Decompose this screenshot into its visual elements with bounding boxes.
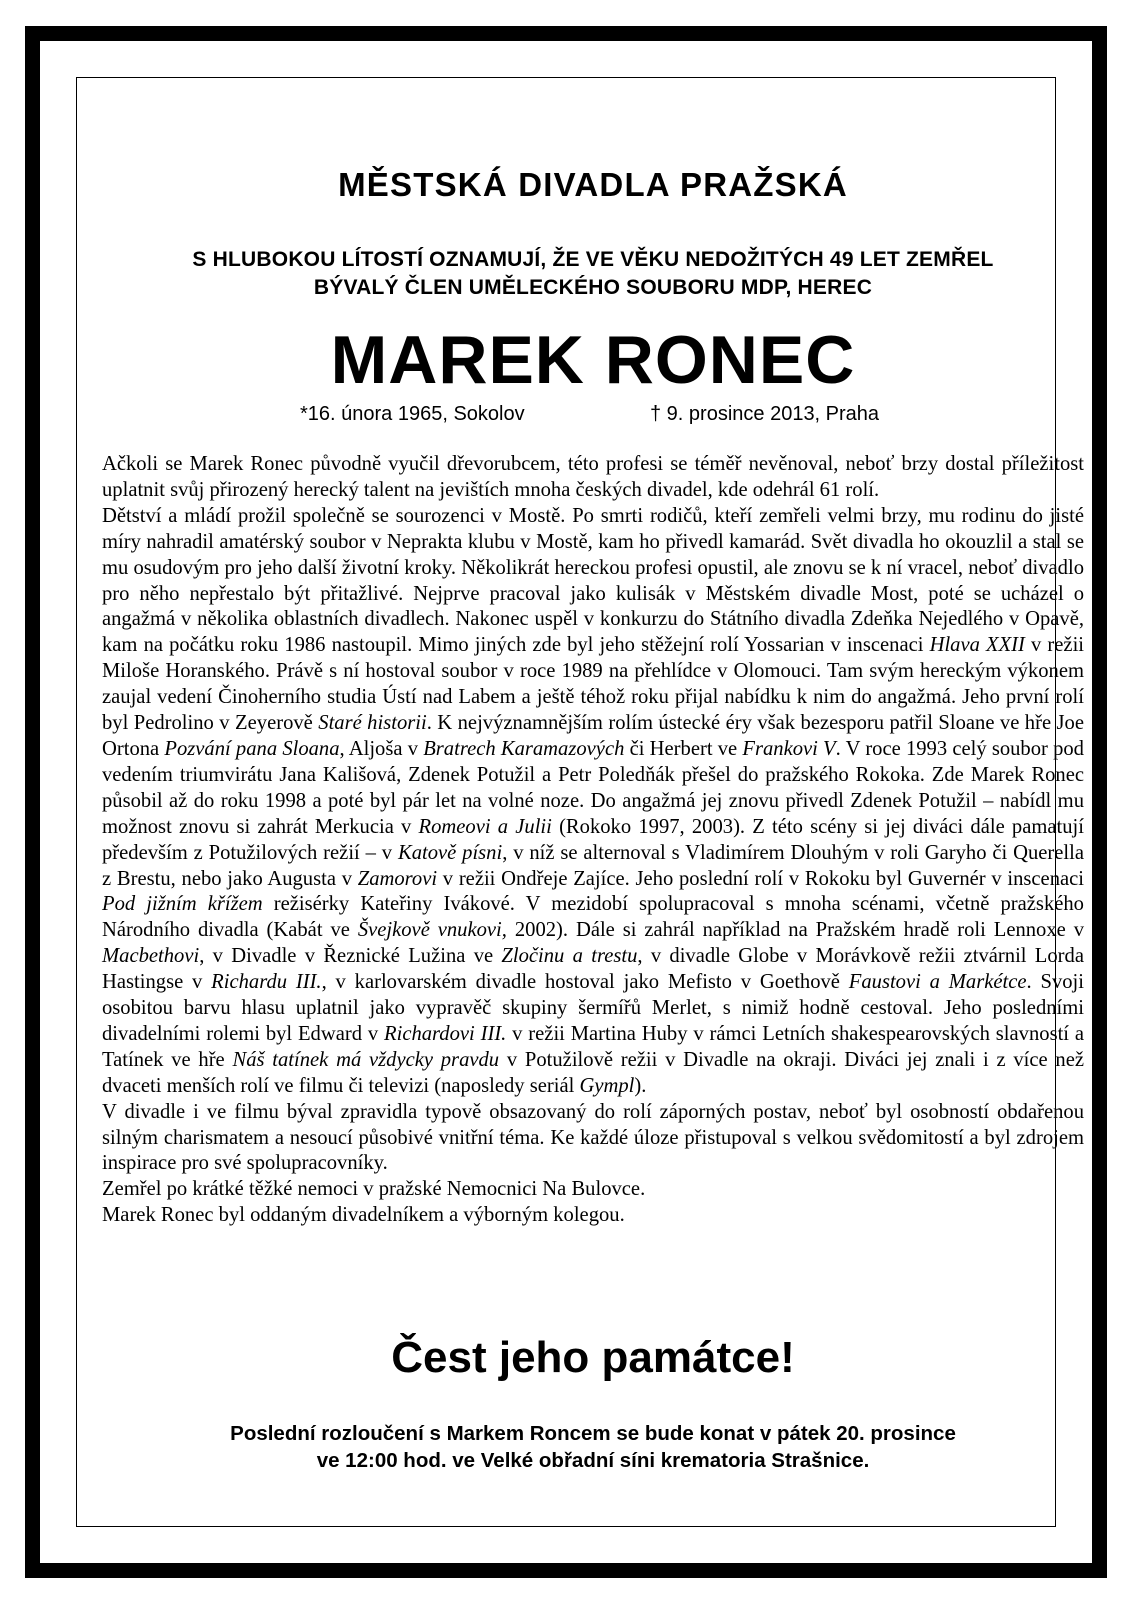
work-title: Faustovi a Markétce (848, 971, 1027, 994)
work-title: Náš tatínek má vždycky pravdu (232, 1048, 500, 1071)
work-title: Hlava XXII (929, 634, 1025, 657)
biography (102, 452, 1084, 1229)
bio-text: v režii Martina Huby v rámci Letních shakespearovských slavností a Tatínek ve hře (102, 1022, 1085, 1071)
bio-text: . V roce 1993 celý soubor pod vedením triumvirátu Jana Kališová, Zdenek Potužil a Petr Poledňák přešel do pražského Rokoka. Zde Marek Ronec působil až do roku 1998 a poté byl pár let na volné noze. Do angažmá jej znovu přivedl Zdenek Potužil – nabídl mu možnost znovu si zahrát Merkucia v (102, 737, 1084, 838)
work-title: Macbethovi (102, 945, 200, 968)
bio-text: v režii Ondřeje Zajíce. Jeho poslední rolí v Rokoku byl Guvernér v inscenaci (437, 867, 1084, 890)
work-title: Frankovi V (742, 737, 836, 760)
work-title: Pozvání pana Sloana (164, 737, 340, 760)
bio-paragraph-1 (102, 452, 1084, 504)
work-title: Zločinu a trestu (501, 945, 638, 968)
bio-text: v Potužilově režii v Divadle na okraji. Diváci jej znali i z více než dvaceti menších rolí ve filmu či televizi (naposledy seriál (102, 1048, 1084, 1097)
bio-paragraph-4: Zemřel po krátké těžké nemoci v pražské Nemocnici Na Bulovce. (102, 1178, 646, 1201)
work-title: Švejkově vnukovi, (357, 919, 507, 942)
farewell-line-2: ve 12:00 hod. ve Velké obřadní síni krematoria Strašnice. (316, 1449, 870, 1472)
bio-text: . Svoji osobitou barvu hlasu uplatnil jako vypravěč skupiny šermířů Merlet, s nimiž hodně cestoval. Jeho posledními divadelními rolemi byl Edward v (102, 971, 1084, 1045)
bio-text: , v karlovarském divadle hostoval jako Mefisto v Goethově (321, 971, 849, 994)
work-title: Zamorovi (357, 867, 438, 890)
work-title: Romeovi a Julii (418, 815, 552, 838)
bio-text: (Rokoko 1997, 2003). Z této scény si jej diváci dále pamatují především z Potužilových režií – v (102, 815, 1084, 864)
bio-paragraph-3: V divadle i ve filmu býval zpravidla typově obsazovaný do rolí záporných postav, neboť byl osobností obdařenou silným charismatem a nesoucí působivé vnitřní téma. Ke každé úloze přistupoval s velkou svědomitostí a byl zdrojem inspirace pro své spolupracovníky. (102, 1100, 1084, 1175)
work-title: Richardu III. (211, 971, 322, 994)
work-title: Gympl (579, 1074, 635, 1097)
bio-text: , Aljoša v (339, 737, 424, 760)
bio-text: Dětství a mládí prožil společně se sourozenci v Mostě. Po smrti rodičů, kteří zemřeli velmi brzy, mu rodinu do jisté míry nahradil amatérský soubor v Neprakta klubu v Mostě, kam ho přivedl kamarád. Svět divadla ho okouzlil a stal se mu osudovým pro jeho další životní kroky. Několikrát hereckou profesi opustil, ale znovu se k ní vracel, neboť divadlo pro něho nepřestalo být přitažlivé. Nejprve pracoval jako kulisák v Městském divadle Most, poté se ucházel o angažmá v několika oblastních divadlech. Nakonec uspěl v konkurzu do Státního divadla Zdeňka Nejedlého v Opavě, kam na počátku roku 1986 nastoupil. Mimo jiných zde byl jeho stěžejní rolí Yossarian v inscenaci (102, 504, 1084, 657)
farewell-notice (102, 1420, 1084, 1474)
announcement-line-1: S HLUBOKOU LÍTOSTÍ OZNAMUJÍ, ŽE VE VĚKU NEDOŽITÝCH 49 LET ZEMŘEL (192, 248, 994, 271)
announcement (102, 246, 1084, 302)
work-title: Katově písni (397, 841, 503, 864)
closing-tribute: Čest jeho památce! (391, 1333, 795, 1382)
bio-text: či Herbert ve (624, 737, 743, 760)
work-title: Pod jižním křížem (102, 893, 263, 916)
work-title: Richardovi III. (384, 1022, 507, 1045)
birth-date: *16. února 1965, Sokolov (300, 403, 525, 425)
bio-text: , v níž se alternoval s Vladimírem Dlouhým v roli Garyho či Querella z Brestu, nebo jako Augusta v (102, 841, 1084, 890)
announcement-line-2: BÝVALÝ ČLEN UMĚLECKÉHO SOUBORU MDP, HEREC (313, 276, 873, 299)
work-title: Staré historii (318, 712, 427, 735)
bio-text: režisérky Kateřiny Ivákové. V mezidobí spolupracoval s mnoha scénami, včetně pražského Národního divadla (Kabát ve (102, 893, 1084, 942)
organization-heading: MĚSTSKÁ DIVADLA PRAŽSKÁ (338, 166, 848, 203)
bio-text: v režii Miloše Horanského. Právě s ní hostoval soubor v roce 1989 na přehlídce v Olomouci. Tam svým hereckým výkonem zaujal vedení Činoherního studia Ústí nad Labem a ještě téhož roku přijal nabídku k nim do angažmá. Jeho první rolí byl Pedrolino v Zeyerově (102, 634, 1085, 735)
bio-paragraph-5: Marek Ronec byl oddaným divadelníkem a výborným kolegou. (102, 1204, 625, 1227)
bio-text: 2002). Dále si zahrál například na Pražském hradě roli Lennoxe v (506, 919, 1084, 942)
farewell-line-1: Poslední rozloučení s Markem Roncem se bude konat v pátek 20. prosince (230, 1422, 956, 1445)
bio-paragraph-2 (102, 504, 1084, 1100)
bio-text: , v Divadle v Řeznické Lužina ve (199, 945, 502, 968)
mourning-frame-outer (25, 26, 1107, 1578)
bio-text: , v divadle Globe v Morávkově režii ztvárnil Lorda Hastingse v (102, 945, 1084, 994)
bio-text: . K nejvýznamnějším rolím ústecké éry však bezesporu patřil Sloane ve hře Joe Ortona (102, 712, 1084, 760)
bio-text: ). (634, 1074, 647, 1097)
deceased-name: MAREK RONEC (330, 322, 856, 398)
work-title: Bratrech Karamazových (423, 737, 625, 760)
death-date: † 9. prosince 2013, Praha (650, 403, 880, 425)
bio-text: Ačkoli se Marek Ronec původně vyučil dřevorubcem, této profesi se téměř nevěnoval, neboť brzy dostal příležitost uplatnit svůj přirozený herecký talent na jevištích mnoha českých divadel, kde odehrál 61 rolí. (102, 453, 1084, 501)
